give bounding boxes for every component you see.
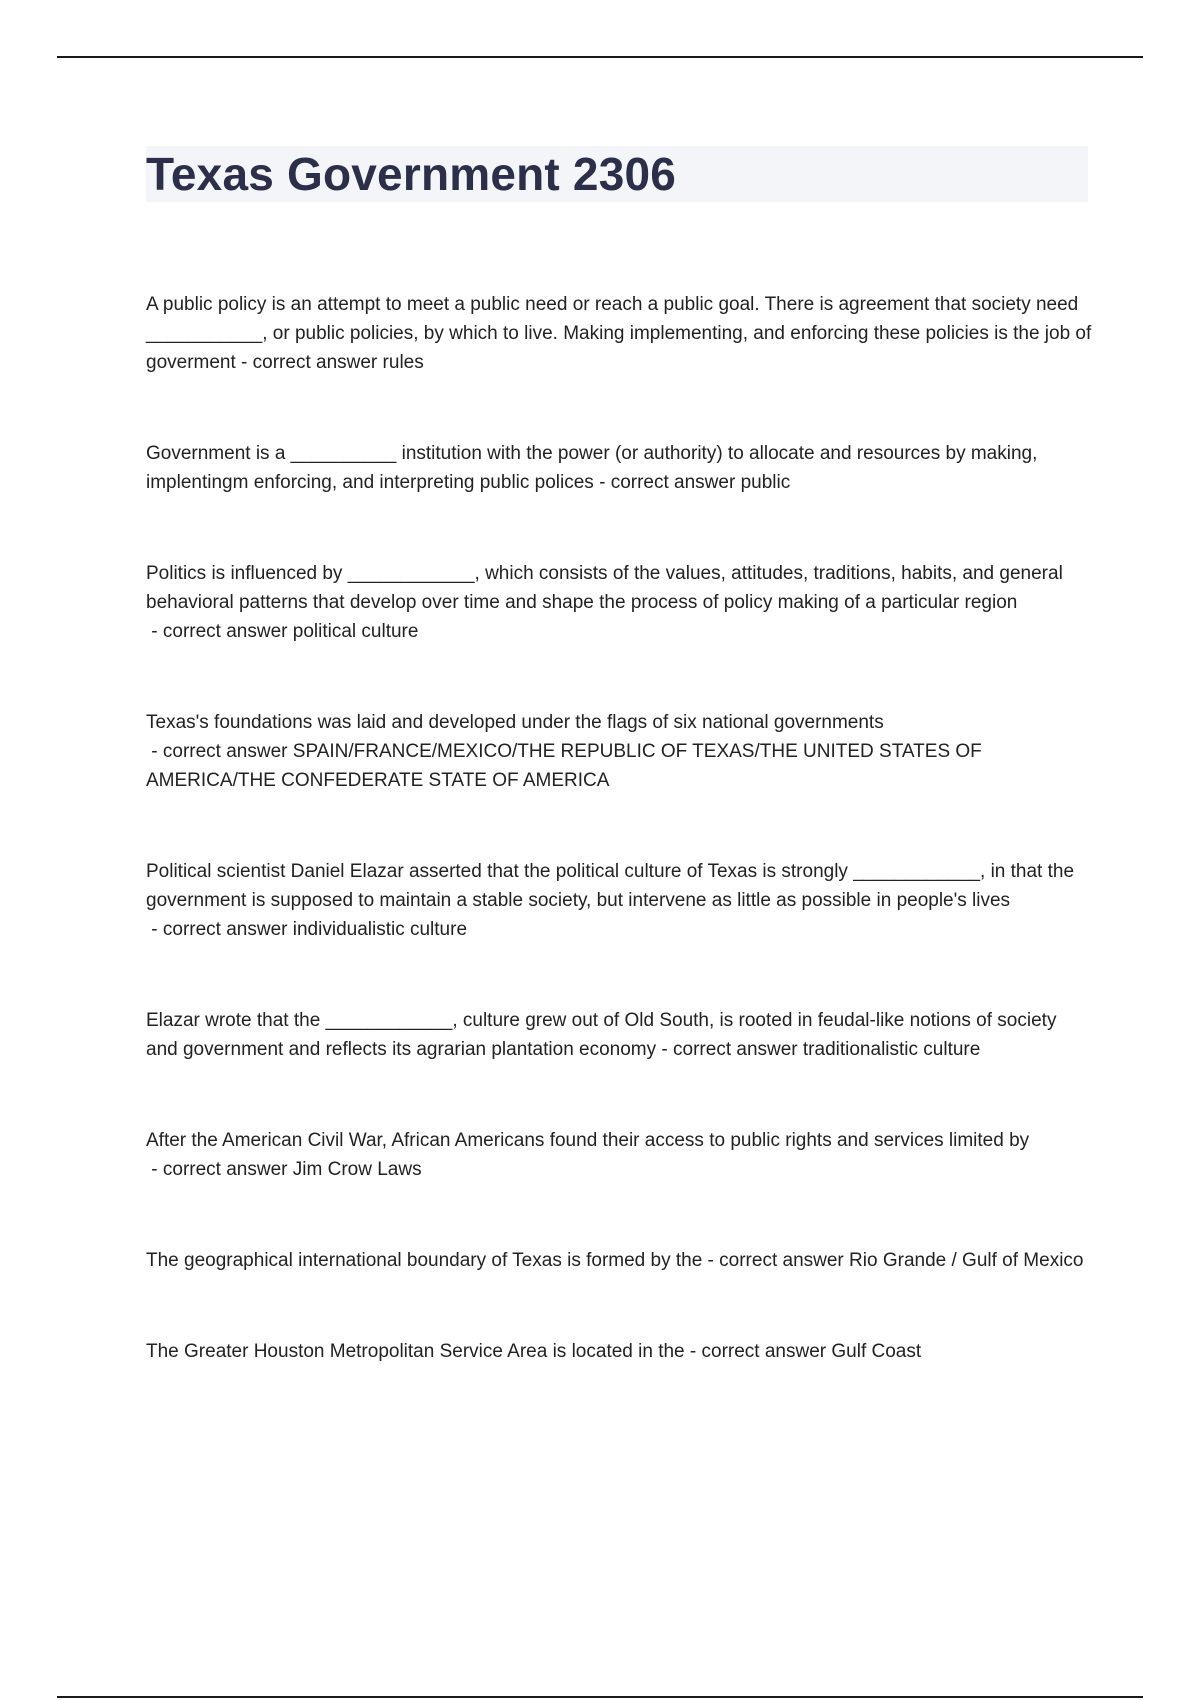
answer-separator: - correct answer (593, 472, 741, 493)
answer-text: political culture (292, 621, 419, 642)
qa-item (146, 1006, 1092, 1064)
question-text: The Greater Houston Metropolitan Service Area is located in the (146, 1341, 685, 1362)
answer-separator: - correct answer (235, 352, 383, 373)
page-top-rule (57, 56, 1143, 58)
answer-separator: - correct answer (684, 1341, 832, 1362)
answer-text: SPAIN/FRANCE/MEXICO/THE REPUBLIC OF TEXAS/THE UNITED STATES OF AMERICA/THE CONFEDERATE STATE OF AMERICA (146, 741, 982, 791)
answer-text: Rio Grande / Gulf of Mexico (849, 1250, 1084, 1271)
qa-item (146, 1337, 1092, 1366)
qa-item (146, 1126, 1092, 1184)
question-text: Political scientist Daniel Elazar asserted that the political culture of Texas is strongly ____________, in that the government is supposed to maintain a stable society, but intervene as little as possible in people's lives (146, 861, 1075, 911)
qa-item (146, 708, 1092, 795)
answer-text: traditionalistic culture (802, 1039, 981, 1060)
question-text: Texas's foundations was laid and developed under the flags of six national governments (146, 712, 884, 733)
page-bottom-rule (57, 1696, 1143, 1698)
qa-item (146, 857, 1092, 944)
qa-item (146, 1246, 1092, 1275)
question-text: The geographical international boundary of Texas is formed by the (146, 1250, 703, 1271)
qa-item (146, 290, 1092, 377)
question-text: Elazar wrote that the ____________, culture grew out of Old South, is rooted in feudal-like notions of society and government and reflects its agrarian plantation economy (146, 1010, 1057, 1060)
question-text: A public policy is an attempt to meet a public need or reach a public goal. There is agreement that society need ___________, or public policies, by which to live. Making implementing, and enforcing these policies is the job of goverment (146, 294, 1092, 373)
answer-text: Gulf Coast (831, 1341, 922, 1362)
answer-separator: - correct answer (146, 741, 293, 762)
answer-separator: - correct answer (146, 621, 293, 642)
answer-separator: - correct answer (146, 1159, 293, 1180)
answer-text: individualistic culture (292, 919, 468, 940)
document-title: Texas Government 2306 (146, 148, 677, 200)
answer-text: public (740, 472, 791, 493)
question-text: Politics is influenced by ____________, which consists of the values, attitudes, traditions, habits, and general behavioral patterns that develop over time and shape the process of policy making of a particular region (146, 563, 1063, 613)
qa-item (146, 559, 1092, 646)
qa-list (146, 290, 1092, 1366)
answer-separator: - correct answer (656, 1039, 803, 1060)
answer-text: rules (382, 352, 424, 373)
qa-item (146, 439, 1092, 497)
answer-text: Jim Crow Laws (292, 1159, 422, 1180)
answer-separator: - correct answer (702, 1250, 850, 1271)
question-text: After the American Civil War, African Americans found their access to public rights and services limited by (146, 1130, 1030, 1151)
question-text: Government is a __________ institution with the power (or authority) to allocate and resources by making, implentingm enforcing, and interpreting public polices (146, 443, 1038, 493)
answer-separator: - correct answer (146, 919, 293, 940)
